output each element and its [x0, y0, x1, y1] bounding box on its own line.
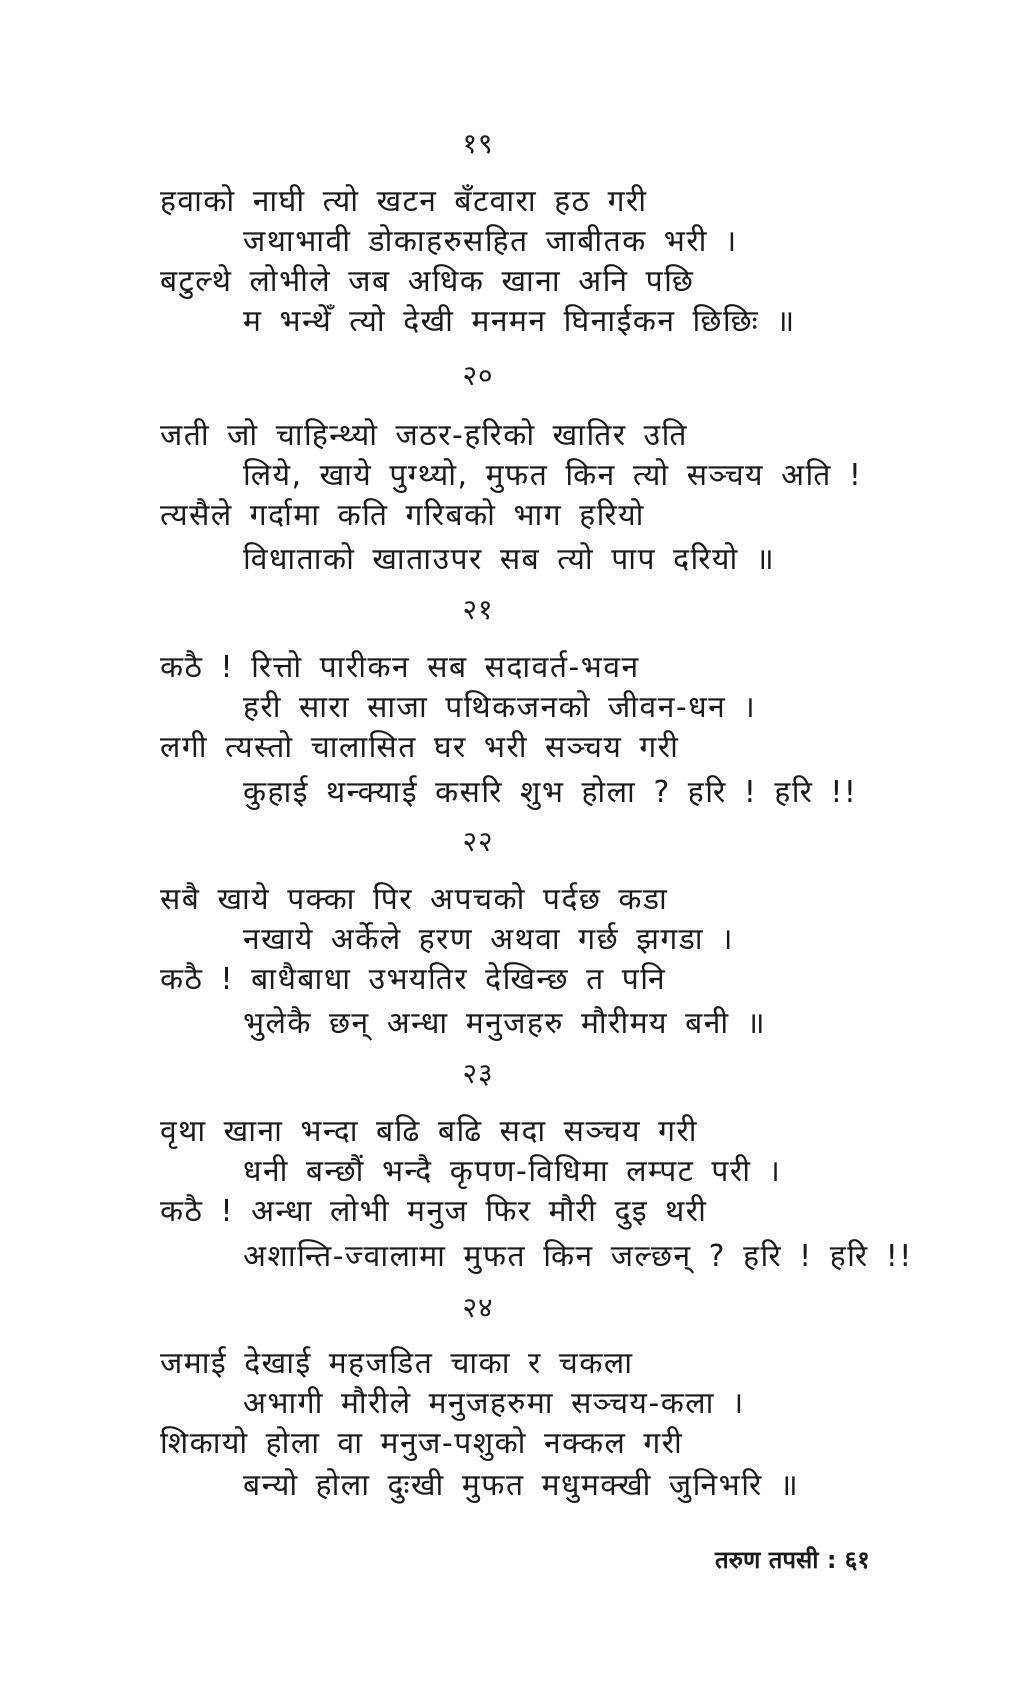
verse-line: म भन्थेँ त्यो देखी मनमन घिनाईकन छिछिः ॥ — [243, 304, 796, 339]
verse-line: हवाको नाघी त्यो खटन बँटवारा हठ गरी — [160, 184, 648, 219]
verse-line: भुलेकै छन् अन्धा मनुजहरु मौरीमय बनी ॥ — [243, 1006, 767, 1041]
verse-number: २३ — [462, 1057, 494, 1090]
verse-line: अशान्ति-ज्वालामा मुफत किन जल्छन् ? हरि ! हरि !! — [243, 1239, 913, 1274]
verse-line: विधाताको खाताउपर सब त्यो पाप दरियो ॥ — [243, 542, 776, 577]
verse-number: २१ — [462, 593, 494, 626]
verse-line: शिकायो होला वा मनुज-पशुको नक्कल गरी — [160, 1426, 684, 1461]
verse-line: कठै ! बाधैबाधा उभयतिर देखिन्छ त पनि — [160, 962, 667, 997]
verse-line: अभागी मौरीले मनुजहरुमा सञ्चय-कला । — [243, 1386, 745, 1421]
verse-line: धनी बन्छौं भन्दै कृपण-विधिमा लम्पट परी । — [243, 1154, 782, 1189]
verse-line: त्यसैले गर्दामा कति गरिबको भाग हरियो — [160, 498, 645, 533]
verse-number: २२ — [462, 825, 494, 858]
verse-line: बन्यो होला दुःखी मुफत मधुमक्खी जुनिभरि ॥ — [243, 1468, 800, 1503]
verse-line: नखाये अर्केले हरण अथवा गर्छ झगडा । — [243, 922, 734, 957]
verse-line: कुहाई थन्क्याई कसरि शुभ होला ? हरि ! हरि !! — [243, 775, 858, 810]
verse-line: कठै ! रित्तो पारीकन सब सदावर्त-भवन — [160, 650, 640, 685]
verse-number: २० — [462, 359, 494, 392]
verse-number: १९ — [462, 127, 494, 160]
verse-line: कठै ! अन्धा लोभी मनुज फिर मौरी दुइ थरी — [160, 1194, 708, 1229]
verse-line: बटुल्थे लोभीले जब अधिक खाना अनि पछि — [160, 264, 695, 299]
verse-line: हरी सारा साजा पथिकजनको जीवन-धन । — [243, 690, 757, 725]
verse-line: जथाभावी डोकाहरुसहित जाबीतक भरी । — [243, 224, 738, 259]
verse-line: वृथा खाना भन्दा बढि बढि सदा सञ्चय गरी — [160, 1114, 698, 1149]
page-footer: तरुण तपसी : ६१ — [715, 1546, 870, 1574]
verse-line: लिये, खाये पुग्थ्यो, मुफत किन त्यो सञ्चय अति ! — [243, 458, 863, 493]
verse-line: लगी त्यस्तो चालासित घर भरी सञ्चय गरी — [160, 730, 680, 765]
verse-line: जमाई देखाई महजडित चाका र चकला — [160, 1346, 634, 1381]
verse-number: २४ — [462, 1291, 494, 1324]
verse-line: सबै खाये पक्का पिर अपचको पर्दछ कडा — [160, 882, 669, 917]
verse-line: जती जो चाहिन्थ्यो जठर-हरिको खातिर उति — [160, 418, 688, 453]
